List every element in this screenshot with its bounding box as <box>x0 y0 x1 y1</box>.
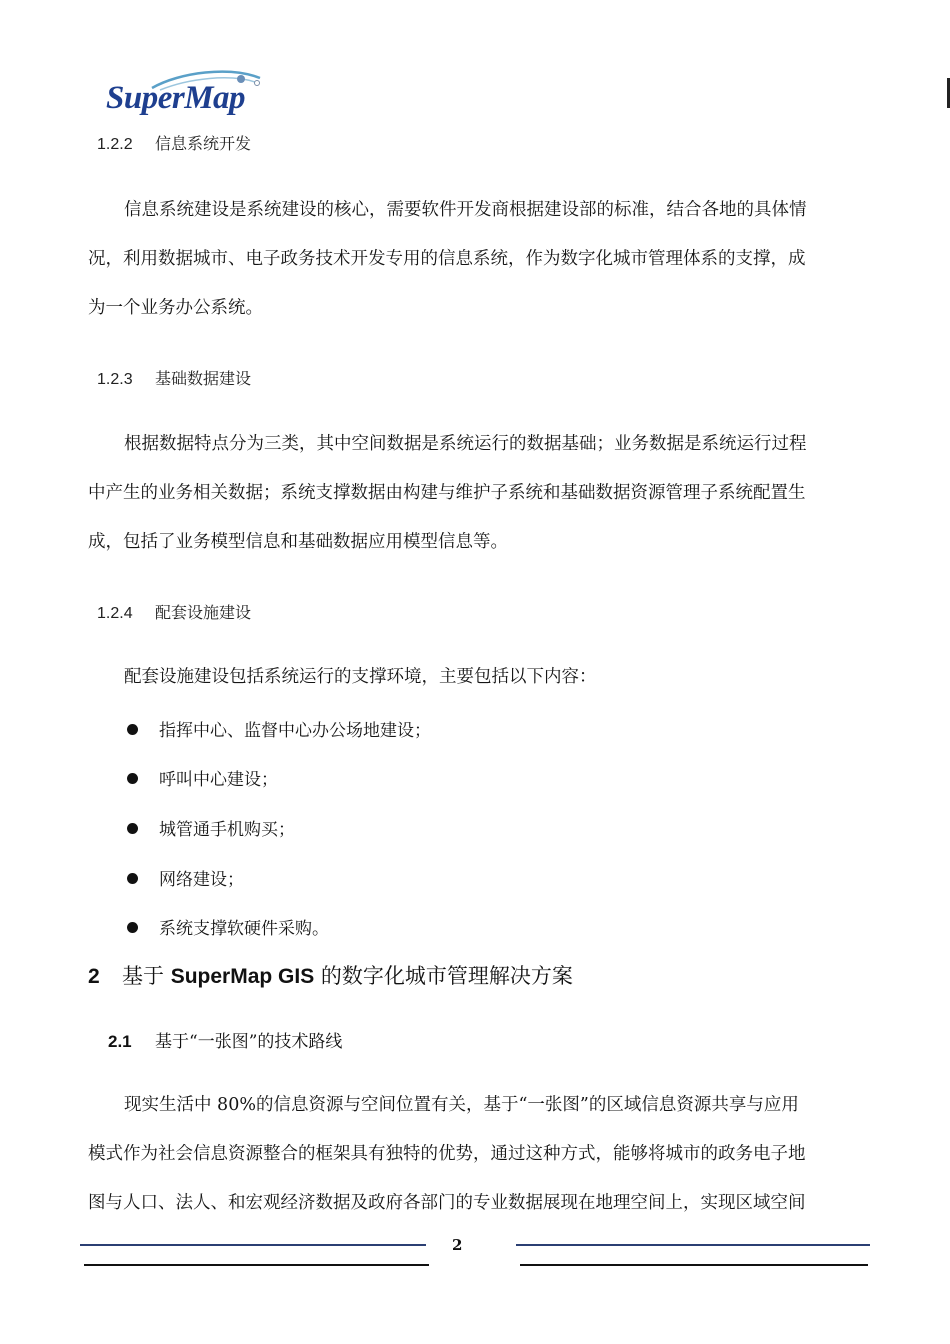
heading-1-2-4 <box>97 600 251 623</box>
para-line <box>88 469 864 518</box>
list-item-text: 呼叫中心建设； <box>159 770 278 790</box>
para-line <box>88 518 864 567</box>
logo-text: SuperMap <box>106 80 246 116</box>
para-line <box>88 186 864 235</box>
heading-number: 1.2.3 <box>97 371 133 388</box>
para-text: 根据数据特点分为三类，其中空间数据是系统运行的数据基础；业务数据是系统运行过程 <box>124 434 807 454</box>
heading-1-2-2 <box>97 131 251 154</box>
heading-number: 1.2.2 <box>97 136 133 153</box>
para-line <box>88 1081 864 1130</box>
list-item <box>127 914 329 939</box>
para-text: 况，利用数据城市、电子政务技术开发专用的信息系统，作为数字化城市管理体系的支撑，成 <box>88 249 806 269</box>
heading-1-2-3 <box>97 366 251 389</box>
para-line <box>88 1130 864 1179</box>
paragraph-info-system <box>88 186 864 333</box>
subsection-number: 2.1 <box>108 1032 132 1051</box>
list-item <box>127 815 295 840</box>
para-line <box>88 420 864 469</box>
supermap-logo <box>100 68 270 124</box>
heading-title: 基础数据建设 <box>155 371 252 388</box>
chapter-suffix: 的数字化城市管理解决方案 <box>314 964 573 988</box>
subsection-title: 基于“一张图”的技术路线 <box>155 1032 343 1052</box>
para-text: 成，包括了业务模型信息和基础数据应用模型信息等。 <box>88 532 508 552</box>
paragraph-base-data <box>88 420 864 567</box>
heading-title: 配套设施建设 <box>155 605 252 622</box>
chapter-heading <box>88 960 573 990</box>
chapter-prefix: 基于 <box>122 964 171 988</box>
para-text: 为一个业务办公系统。 <box>88 298 263 318</box>
para-text: 中产生的业务相关数据；系统支撑数据由构建与维护子系统和基础数据资源管理子系统配置生 <box>88 483 806 503</box>
footer-rule-right <box>516 1244 870 1246</box>
paragraph-one-map <box>88 1081 864 1228</box>
heading-number: 1.2.4 <box>97 605 133 622</box>
bullet-icon <box>127 724 138 735</box>
para-text: 模式作为社会信息资源整合的框架具有独特的优势，通过这种方式，能够将城市的政务电子地 <box>88 1144 806 1164</box>
para-text: 信息系统建设是系统建设的核心，需要软件开发商根据建设部的标准，结合各地的具体情 <box>124 200 807 220</box>
para-text: 配套设施建设包括系统运行的支撑环境，主要包括以下内容： <box>124 667 597 687</box>
list-item <box>127 765 278 790</box>
list-item-text: 城管通手机购买； <box>159 820 295 840</box>
para-text: 现实生活中 80%的信息资源与空间位置有关，基于“一张图”的区域信息资源共享与应用 <box>124 1095 799 1115</box>
bullet-icon <box>127 873 138 884</box>
footer-rule-left-lower <box>84 1264 429 1266</box>
list-item <box>127 716 431 741</box>
list-item-text: 系统支撑软硬件采购。 <box>159 919 329 939</box>
list-item <box>127 865 244 890</box>
bullet-icon <box>127 773 138 784</box>
chapter-number: 2 <box>88 965 100 988</box>
list-item-text: 网络建设； <box>159 870 244 890</box>
subsection-heading <box>108 1027 342 1052</box>
bullet-icon <box>127 922 138 933</box>
para-line <box>88 1179 864 1228</box>
paragraph-facilities <box>88 653 864 702</box>
para-line <box>88 653 864 702</box>
chapter-brand: SuperMap GIS <box>170 965 315 988</box>
heading-title: 信息系统开发 <box>155 136 252 153</box>
list-item-text: 指挥中心、监督中心办公场地建设； <box>159 721 431 741</box>
para-line <box>88 235 864 284</box>
page-number: 2 <box>452 1236 463 1254</box>
para-text: 图与人口、法人、和宏观经济数据及政府各部门的专业数据展现在地理空间上，实现区域空间 <box>88 1193 806 1213</box>
para-line <box>88 284 864 333</box>
footer-rule-left <box>80 1244 426 1246</box>
footer-rule-right-lower <box>520 1264 868 1266</box>
bullet-icon <box>127 823 138 834</box>
